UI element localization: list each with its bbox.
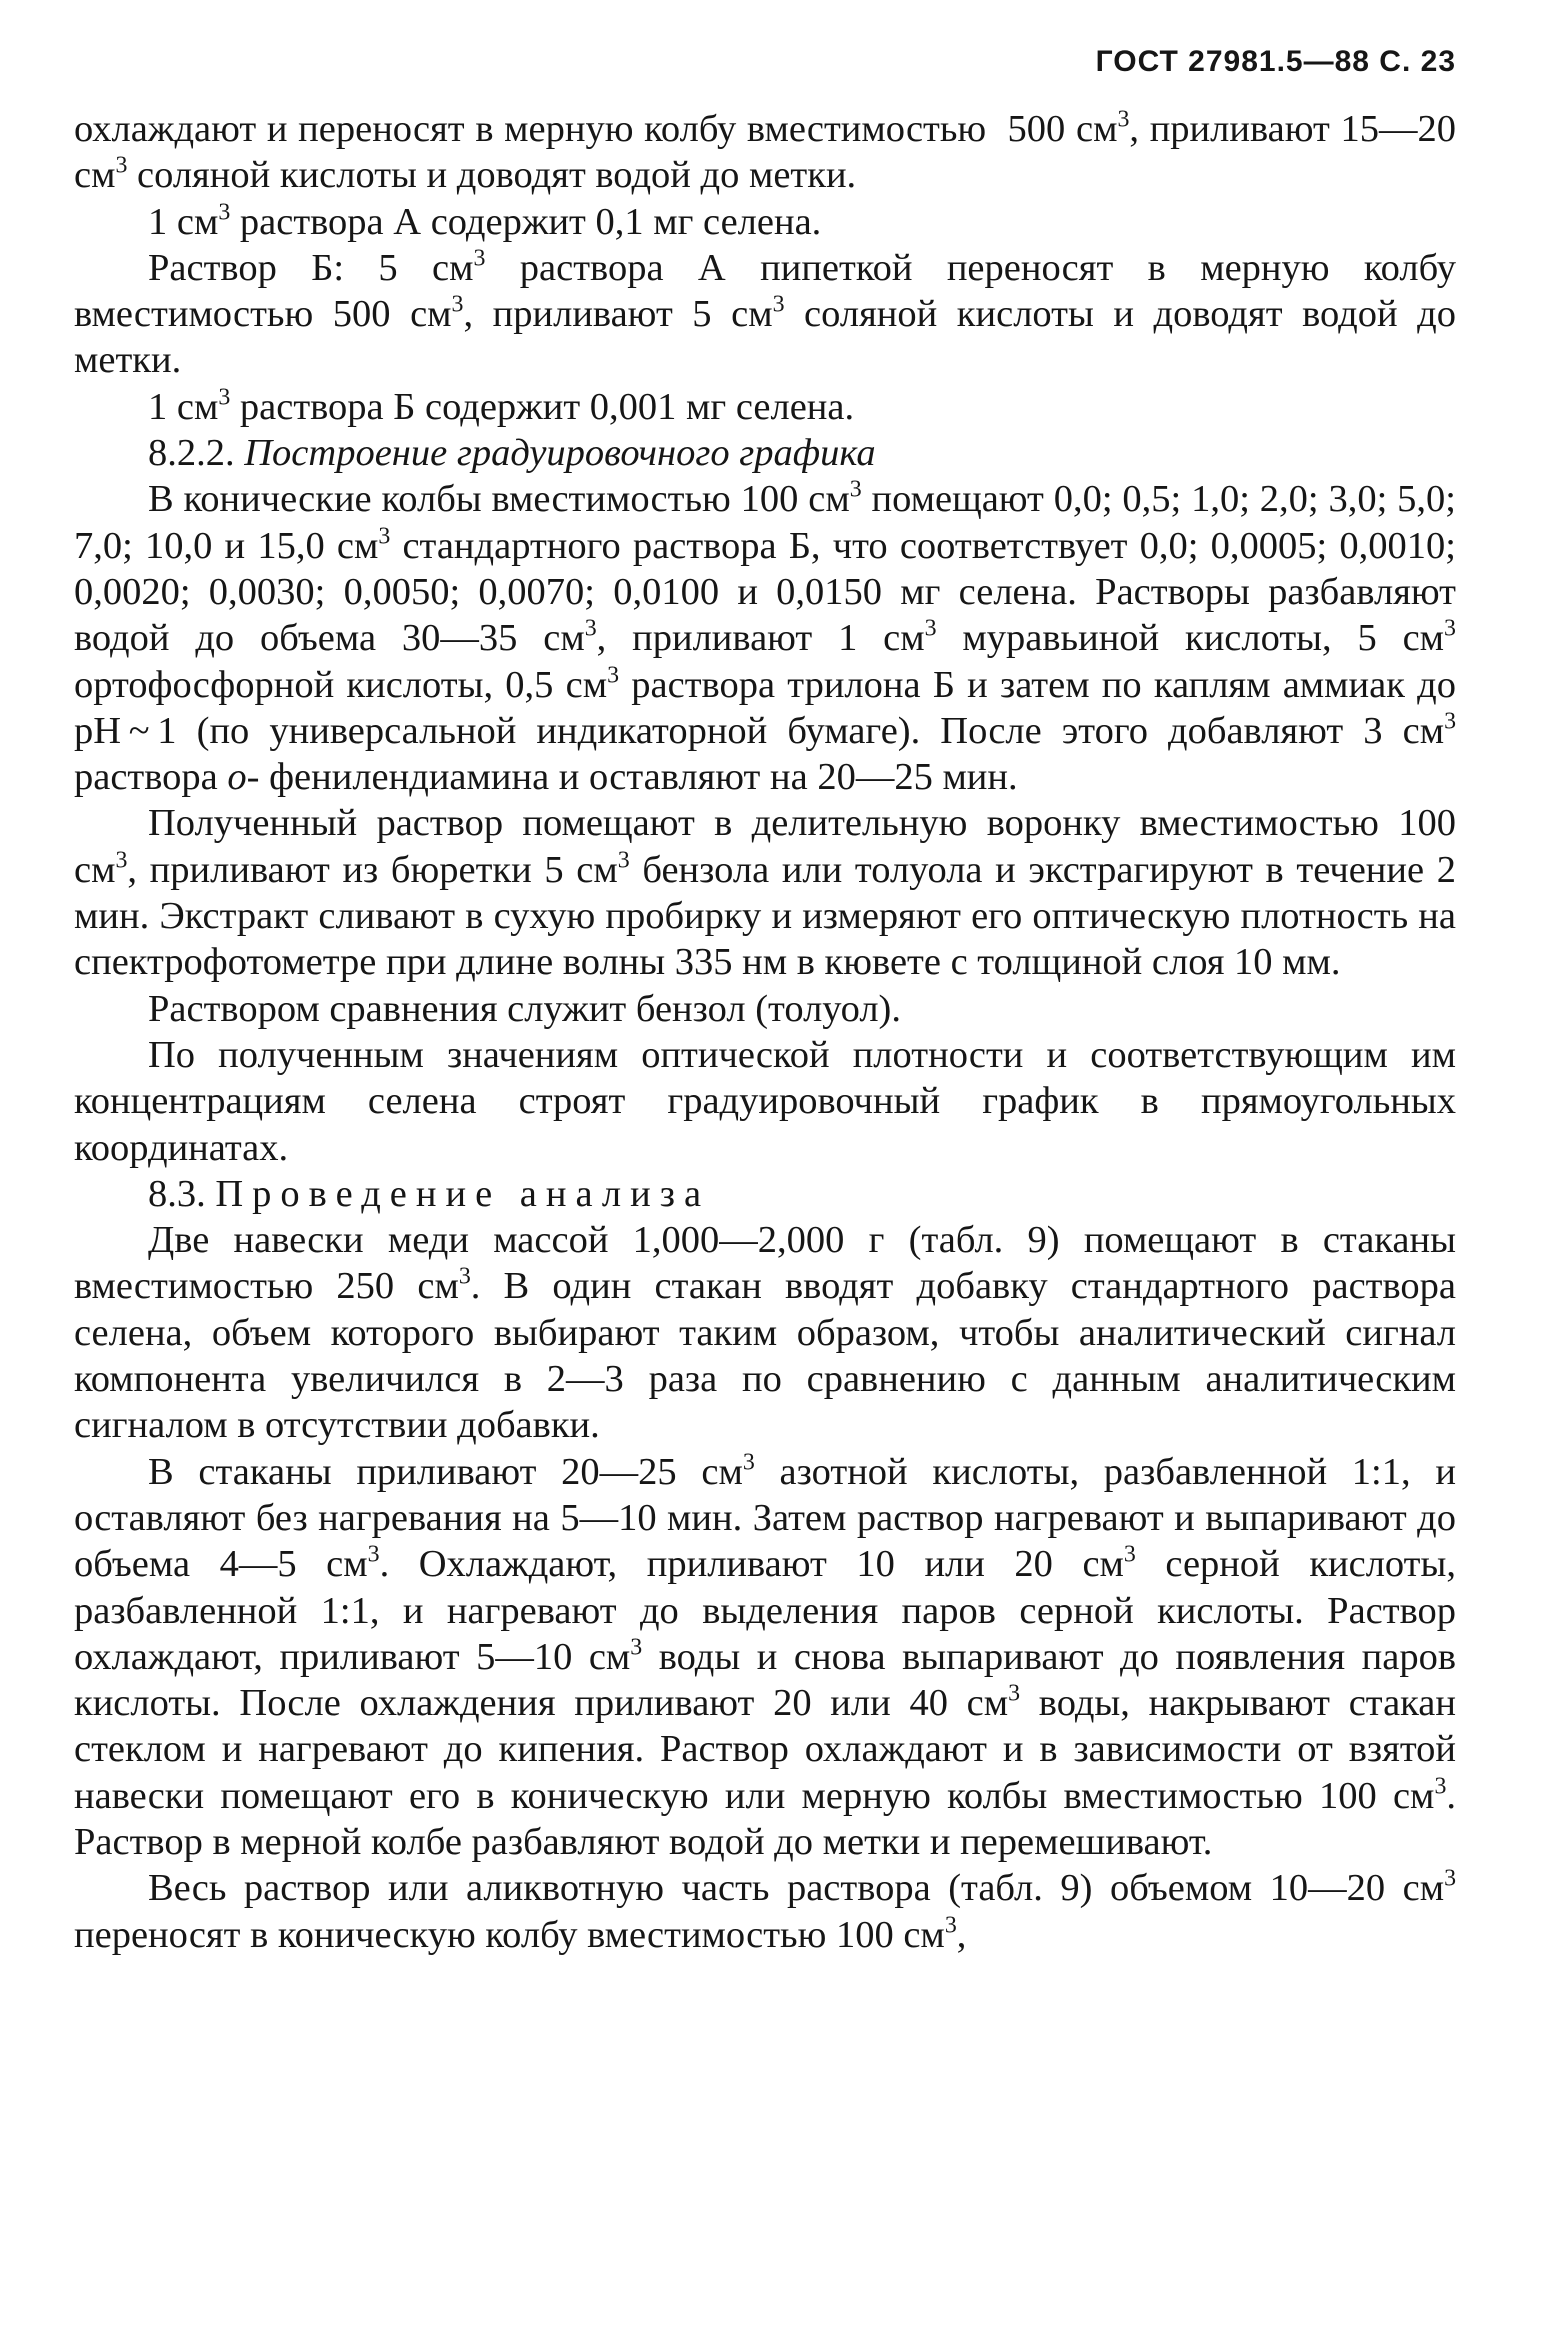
paragraph-13: Весь раствор или аликвотную часть раствора (табл. 9) объемом 10—20 $см^3$ переносят в коническую колбу вместимостью 100 $см^3$, [74,1865,1456,1956]
paragraph-12: В стаканы приливают 20—25 $см^3$ азотной кислоты, разбавленной 1:1, и оставляют без нагревания на 5—10 мин. Затем раствор нагревают и выпаривают до объема 4—5 $см^3$. Охлаждают, приливают 10 или 20 $см^3$ серной кислоты, разбавленной 1:1, и нагревают до выделения паров серной кислоты. Раствор охлаждают, приливают 5—10 $см^3$ воды и снова выпаривают до появления паров кислоты. После охлаждения приливают 20 или 40 $см^3$ воды, накрывают стакан стеклом и нагревают до кипения. Раствор охлаждают и в зависимости от взятой навески помещают его в коническую или мерную колбы вместимостью 100 $см^3$. Раствор в мерной колбе разбавляют водой до метки и перемешивают. [74,1449,1457,1863]
paragraph-6: В конические колбы вместимостью 100 $см^3$ помещают 0,0; 0,5; 1,0; 2,0; 3,0; 5,0; 7,0; 10,0 и 15,0 $см^3$ стандартного раствора Б, что соответствует 0,0; 0,0005; 0,0010; 0,0020; 0,0030; 0,0050; 0,0070; 0,0100 и 0,0150 мг селена. Растворы разбавляют водой до объема 30—35 $см^3$, приливают 1 $см^3$ муравьиной кислоты, 5 $см^3$ ортофосфорной кислоты, 0,5 $см^3$ раствора трилона Б и затем по каплям аммиак до pH ~ 1 (по универсальной индикаторной бумаге). После этого добавляют 3 $см^3$ раствора о- фенилендиамина и оставляют на 20—25 мин. [74,477,1456,799]
paragraph-9: По полученным значениям оптической плотности и соответствующим им концентрациям селена строят градуировочный график в прямоугольных координатах. [74,1033,1456,1169]
paragraph-5: 8.2.2. Построение градуировочного графика [148,432,876,475]
paragraph-8: Раствором сравнения служит бензол (толуол). [148,987,901,1030]
paragraph-7: Полученный раствор помещают в делительную воронку вместимостью 100 $см^3$, приливают из бюретки 5 $см^3$ бензола или толуола и экстрагируют в течение 2 мин. Экстракт сливают в сухую пробирку и измеряют его оптическую плотность на спектрофотометре при длине волны 335 нм в кювете с толщиной слоя 10 мм. [74,802,1456,984]
running-header: ГОСТ 27981.5—88 С. 23 [1095,45,1456,78]
paragraph-11: Две навески меди массой 1,000—2,000 г (табл. 9) помещают в стаканы вместимостью 250 $см^3$. В один стакан вводят добавку стандартного раствора селена, объем которого выбирают таким образом, чтобы аналитический сигнал компонента увеличился в 2—3 раза по сравнению с данным аналитическим сигналом в отсутствии добавки. [74,1219,1456,1447]
body-text [74,106,1456,1958]
paragraph-10: 8.3. Проведение анализа [148,1172,711,1215]
document-page [74,42,1456,1958]
paragraph-3: Раствор Б: 5 $см^3$ раствора А пипеткой переносят в мерную колбу вместимостью 500 $см^3$, приливают 5 $см^3$ соляной кислоты и доводят водой до метки. [74,245,1457,382]
paragraph-2: 1 $см^3$ раствора А содержит 0,1 мг селена. [148,199,822,243]
paragraph-4: 1 $см^3$ раствора Б содержит 0,001 мг селена. [148,384,855,428]
paragraph-1: охлаждают и переносят в мерную колбу вместимостью 500 $см^3$, приливают 15—20 $см^3$ соляной кислоты и доводят водой до метки. [74,106,1456,197]
